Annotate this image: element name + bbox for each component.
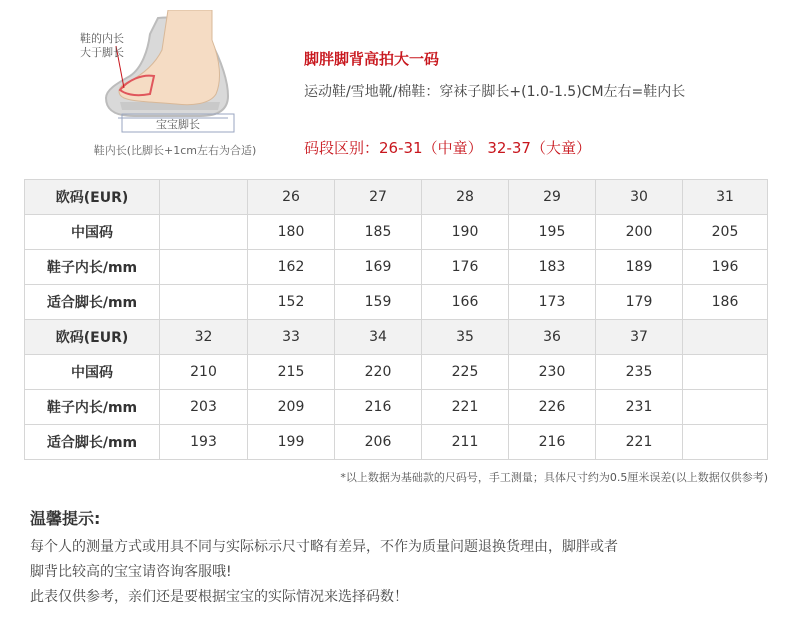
table-cell: 225	[422, 355, 509, 390]
table-cell: 210	[160, 355, 248, 390]
table-cell: 235	[596, 355, 683, 390]
table-cell	[160, 285, 248, 320]
row-label: 鞋子内长/mm	[25, 390, 160, 425]
inner-length-label-line2: 大于脚长	[80, 46, 124, 59]
table-cell: 185	[335, 215, 422, 250]
row-label: 鞋子内长/mm	[25, 250, 160, 285]
tips-title: 温馨提示:	[30, 509, 101, 528]
table-cell	[683, 390, 768, 425]
row-label: 欧码(EUR)	[25, 180, 160, 215]
info-description: 运动鞋/雪地靴/棉鞋：穿袜子脚长+(1.0-1.5)CM左右=鞋内长	[304, 84, 686, 100]
table-row-inner-2	[25, 390, 768, 425]
table-cell: 200	[596, 215, 683, 250]
table-cell: 209	[248, 390, 335, 425]
table-row-inner-1	[25, 250, 768, 285]
table-cell: 206	[335, 425, 422, 460]
table-cell: 32	[160, 320, 248, 355]
table-cell	[160, 180, 248, 215]
table-cell: 34	[335, 320, 422, 355]
table-cell: 221	[422, 390, 509, 425]
table-cell: 159	[335, 285, 422, 320]
table-row-eur-1	[25, 180, 768, 215]
row-label: 适合脚长/mm	[25, 425, 160, 460]
table-cell: 152	[248, 285, 335, 320]
row-label: 中国码	[25, 215, 160, 250]
table-cell: 169	[335, 250, 422, 285]
table-cell: 205	[683, 215, 768, 250]
row-label: 中国码	[25, 355, 160, 390]
table-cell: 230	[509, 355, 596, 390]
table-cell: 166	[422, 285, 509, 320]
table-row-foot-1	[25, 285, 768, 320]
table-cell: 162	[248, 250, 335, 285]
tips-line: 每个人的测量方式或用具不同与实际标示尺寸略有差异，不作为质量问题退换货理由，脚胖或者	[30, 539, 618, 555]
table-cell: 33	[248, 320, 335, 355]
table-cell: 216	[335, 390, 422, 425]
info-title: 脚胖脚背高拍大一码	[304, 50, 440, 68]
table-cell: 179	[596, 285, 683, 320]
table-row-cn-2	[25, 355, 768, 390]
table-cell: 183	[509, 250, 596, 285]
tips-line: 此表仅供参考，亲们还是要根据宝宝的实际情况来选择码数！	[30, 589, 408, 605]
table-cell: 216	[509, 425, 596, 460]
table-cell: 186	[683, 285, 768, 320]
table-cell: 29	[509, 180, 596, 215]
table-cell: 30	[596, 180, 683, 215]
table-cell	[160, 215, 248, 250]
table-cell: 31	[683, 180, 768, 215]
table-cell: 27	[335, 180, 422, 215]
table-cell: 199	[248, 425, 335, 460]
tips-body	[30, 535, 618, 610]
foot-length-label: 宝宝脚长	[156, 118, 200, 131]
size-range-info: 码段区别：26-31（中童） 32-37（大童）	[304, 139, 591, 157]
table-cell: 193	[160, 425, 248, 460]
inner-length-label-line1: 鞋的内长	[80, 32, 124, 45]
table-cell: 221	[596, 425, 683, 460]
table-cell: 173	[509, 285, 596, 320]
foot-shoe-illustration	[80, 10, 260, 138]
table-cell: 226	[509, 390, 596, 425]
size-chart-table	[24, 179, 768, 460]
table-cell: 195	[509, 215, 596, 250]
measurement-note: *以上数据为基础款的尺码号，手工测量；具体尺寸约为0.5厘米误差(以上数据仅供参考)	[340, 471, 768, 484]
table-cell: 231	[596, 390, 683, 425]
table-cell	[683, 355, 768, 390]
table-cell: 36	[509, 320, 596, 355]
table-cell: 190	[422, 215, 509, 250]
table-cell	[683, 320, 768, 355]
table-cell: 26	[248, 180, 335, 215]
row-label: 适合脚长/mm	[25, 285, 160, 320]
table-cell: 189	[596, 250, 683, 285]
table-row-cn-1	[25, 215, 768, 250]
inner-length-label	[80, 32, 124, 60]
table-cell: 180	[248, 215, 335, 250]
illustration-caption: 鞋内长(比脚长+1cm左右为合适)	[93, 144, 257, 157]
table-cell: 211	[422, 425, 509, 460]
table-cell: 176	[422, 250, 509, 285]
table-cell	[683, 425, 768, 460]
row-label: 欧码(EUR)	[25, 320, 160, 355]
table-cell: 37	[596, 320, 683, 355]
table-cell: 220	[335, 355, 422, 390]
table-cell: 35	[422, 320, 509, 355]
table-cell: 196	[683, 250, 768, 285]
table-cell: 28	[422, 180, 509, 215]
table-row-foot-2	[25, 425, 768, 460]
table-cell: 215	[248, 355, 335, 390]
tips-line: 脚背比较高的宝宝请咨询客服哦!	[30, 564, 232, 580]
table-cell: 203	[160, 390, 248, 425]
table-cell	[160, 250, 248, 285]
table-row-eur-2	[25, 320, 768, 355]
